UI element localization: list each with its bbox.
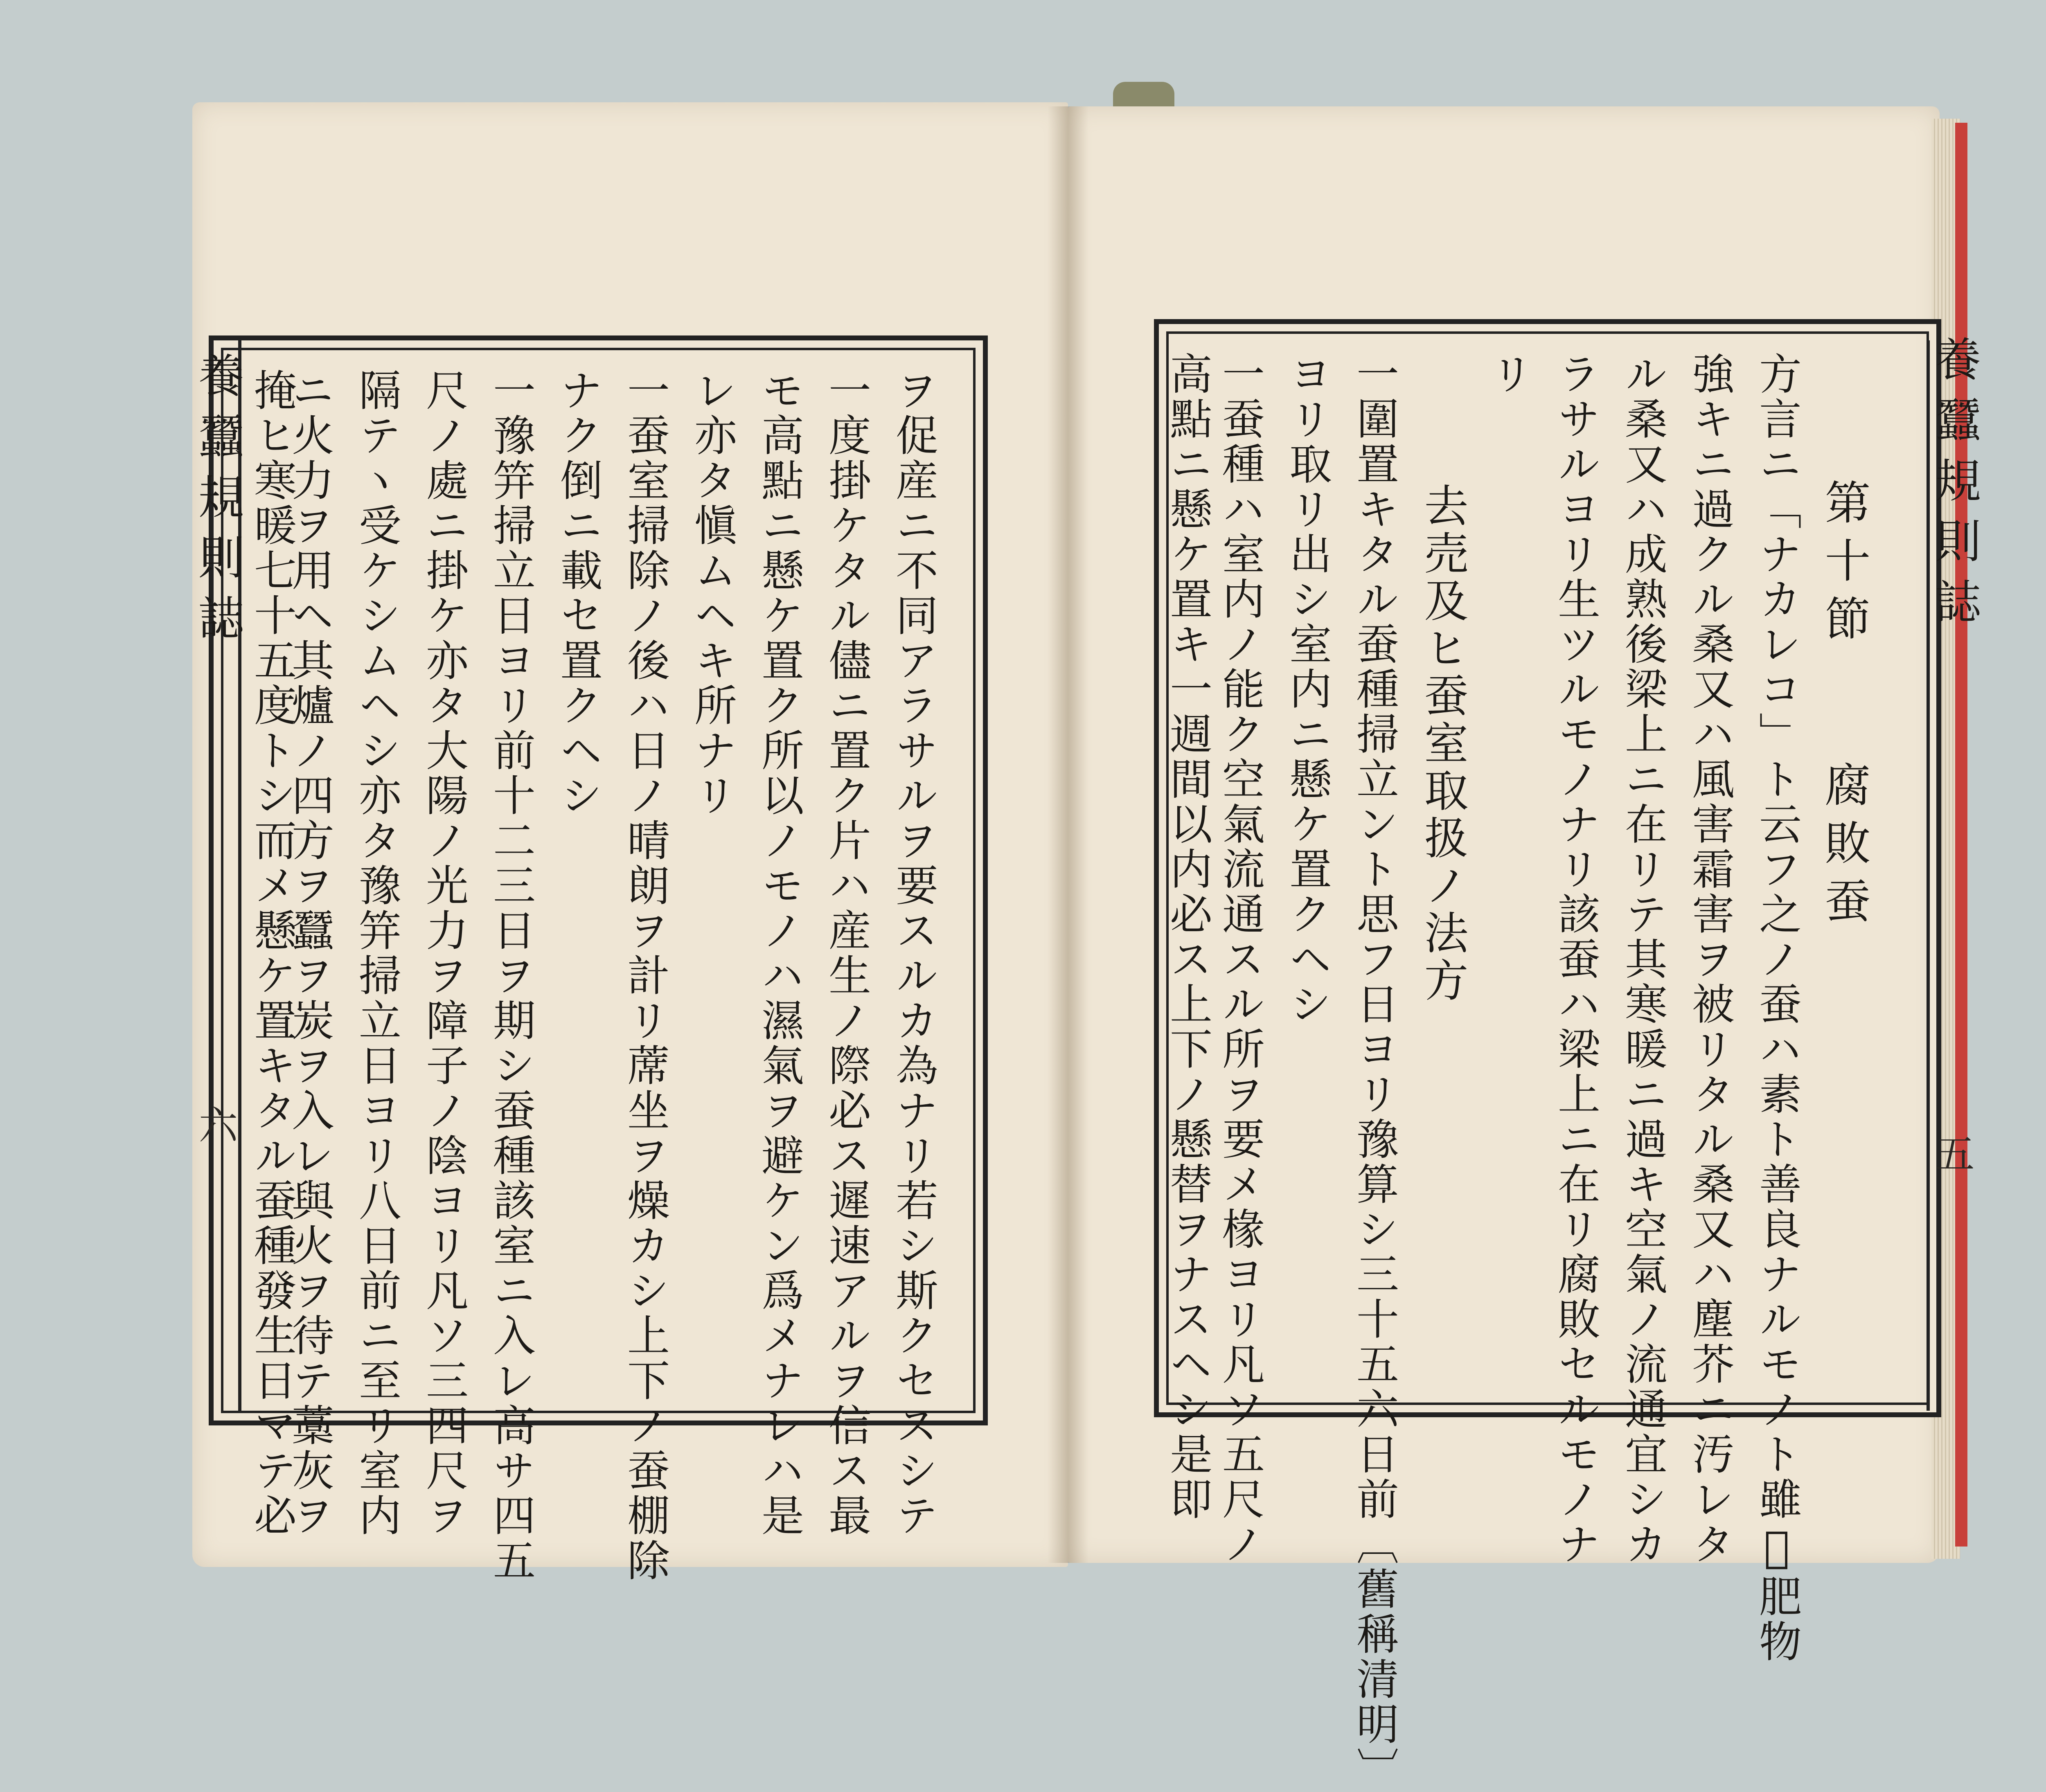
right-page-number: 五 (1929, 1133, 1975, 1175)
right-running-title: 養蠶規則誌 (1928, 335, 1981, 638)
left-line-8: 尺ノ處ニ掛ケ亦タ大陽ノ光力ヲ障子ノ陰ヨリ凡ソ三四尺ヲ (419, 368, 469, 1538)
left-line-2: 一度掛ケタル儘ニ置ク片ハ産生ノ際必ス遲速アルヲ信ス最 (821, 368, 871, 1538)
left-line-4: レ亦タ愼ムヘキ所ナリ (687, 368, 737, 818)
left-line-7: 一豫笄掃立日ヨリ前十二三日ヲ期シ蚕種該室ニ入レ高サ四五 (486, 368, 536, 1583)
right-body-line-2: ヨリ取リ出シ室内ニ懸ケ置クヘシ (1282, 352, 1332, 1027)
left-line-1: ヲ促産ニ不同アラサルヲ要スルカ為ナリ若シ斯クセスシテ (888, 368, 938, 1538)
left-line-9: 隔テヽ受ケシムヘシ亦タ豫笄掃立日ヨリ八日前ニ至リ室内 (352, 368, 401, 1538)
right-body-line-4: 高點ニ懸ケ置キ一週間以内必ス上下ノ懸替ヲナスヘシ是即 (1163, 352, 1212, 1522)
right-line-1: 方言ニ「ナカレコ」ト云フ之ノ蚕ハ素ト善良ナルモノト雖𪜈肥物 (1752, 352, 1802, 1664)
section-number: 第十節 (1817, 479, 1870, 653)
left-line-10: ニ火力ヲ用ヘ其爐ノ四方ヲ蠶ヲ炭ヲ入レ與火ヲ待テ藁灰ヲ (284, 368, 334, 1538)
left-line-6: ナク倒ニ載セ置クヘシ (553, 368, 603, 818)
right-body-line-3: 一蚕種ハ室内ノ能ク空氣流通スル所ヲ要メ椽ヨリ凡ソ五尺ノ (1215, 352, 1265, 1567)
subheading: 去売及ヒ蚕室取扱ノ法方 (1417, 483, 1468, 1005)
left-line-3: モ高點ニ懸ケ置ク所以ノモノハ濕氣ヲ避ケン爲メナレハ是 (754, 368, 804, 1538)
left-line-5: 一蚕室掃除ノ後ハ日ノ晴朗ヲ計リ蓆坐ヲ燥カシ上下ノ蚕棚除 (620, 368, 670, 1583)
right-line-2: 強キニ過クル桑又ハ風害霜害ヲ被リタル桑又ハ塵芥ニ汚レタ (1685, 352, 1735, 1567)
right-body-line-1: 一圍置キタル蚕種掃立ント思フ日ヨリ豫算シ三十五六日前〔舊稱清明〕 (1349, 352, 1399, 1792)
left-line-11: 掩ヒ寒暖七十五度トシ而メ懸ケ置キタル蚕種發生日マテ必 (247, 368, 297, 1538)
book-gutter (1048, 106, 1088, 1563)
left-page-number: 六 (192, 1105, 238, 1146)
right-line-4: ラサルヨリ生ツルモノナリ該蚕ハ梁上ニ在リ腐敗セルモノナ (1550, 352, 1600, 1567)
left-running-title: 養蠶規則誌 (191, 352, 244, 655)
section-title: 腐敗蚕 (1817, 761, 1870, 935)
right-line-3: ル桑又ハ成熟後梁上ニ在リテ其寒暖ニ過キ空氣ノ流通宜シカ (1618, 352, 1667, 1567)
right-line-5: リ (1483, 352, 1533, 397)
